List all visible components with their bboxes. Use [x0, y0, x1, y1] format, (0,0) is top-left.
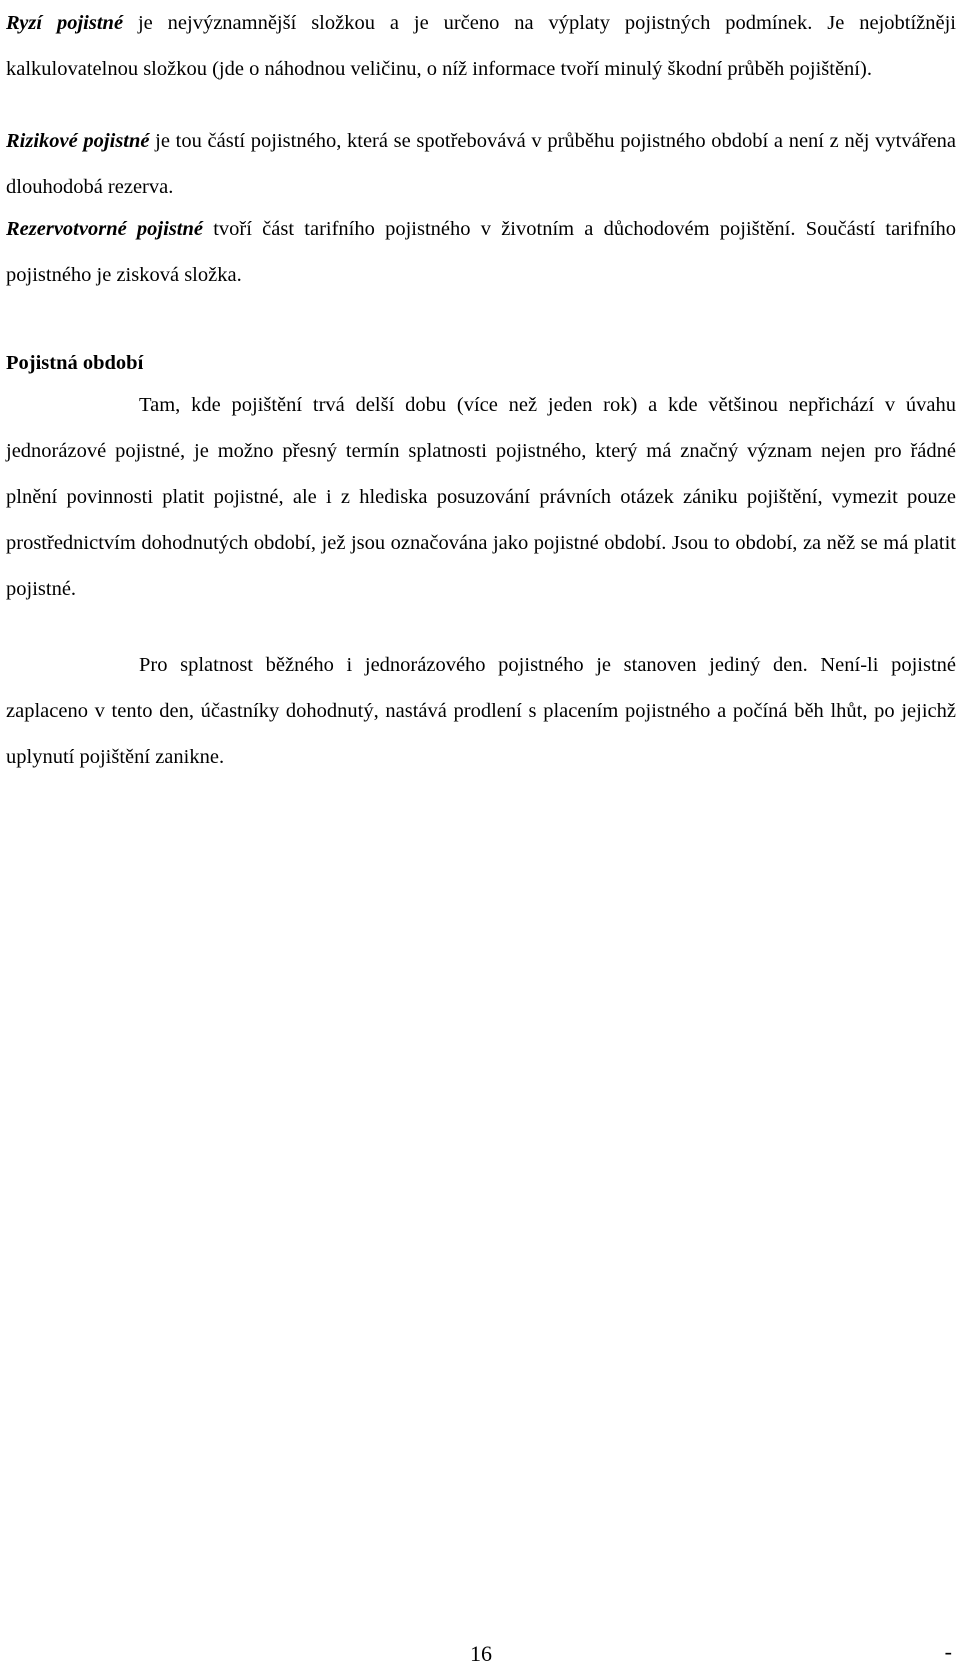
- paragraph-ryzi-pojistne: [6, 0, 956, 92]
- footer-dash: -: [944, 1639, 952, 1664]
- term-rizikove-pojistne: Rizikové pojistné: [6, 130, 150, 152]
- term-ryzi-pojistne: Ryzí pojistné: [6, 12, 124, 34]
- section-heading: Pojistná období: [6, 352, 144, 374]
- paragraph-text: tvoří část tarifního pojistného v životním a důchodovém pojištění. Součástí tarifního pojistného je zisková složka.: [6, 218, 956, 286]
- paragraph-rezervotvorne-pojistne: [6, 206, 956, 298]
- paragraph-text: je nejvýznamnější složkou a je určeno na výplaty pojistných podmínek. Je nejobtížněji kalkulovatelnou složkou (jde o náhodnou veličinu, o níž informace tvoří minulý škodní průběh pojištění).: [6, 12, 957, 80]
- page-number: 16: [470, 1641, 492, 1666]
- paragraph-rizikove-pojistne: [6, 118, 956, 210]
- section-paragraph-1: Tam, kde pojištění trvá delší dobu (více než jeden rok) a kde většinou nepřichází v úvahu jednorázové pojistné, je možno přesný termín splatnosti pojistného, který má značný význam nejen pro řádné plnění povinnosti platit pojistné, ale i z hlediska posuzování právních otázek zániku pojištění, vymezit pouze prostřednictvím dohodnutých období, jež jsou označována jako pojistné období. Jsou to období, za něž se má platit pojistné.: [6, 394, 956, 600]
- term-rezervotvorne-pojistne: Rezervotvorné pojistné: [6, 218, 203, 240]
- paragraph-text: je tou částí pojistného, která se spotřebovává v průběhu pojistného období a není z něj vytvářena dlouhodobá rezerva.: [6, 130, 957, 198]
- section-paragraph-2: Pro splatnost běžného i jednorázového pojistného je stanoven jediný den. Není-li pojistné zaplaceno v tento den, účastníky dohodnutý, nastává prodlení s placením pojistného a počíná běh lhůt, po jejichž uplynutí pojištění zanikne.: [6, 654, 956, 768]
